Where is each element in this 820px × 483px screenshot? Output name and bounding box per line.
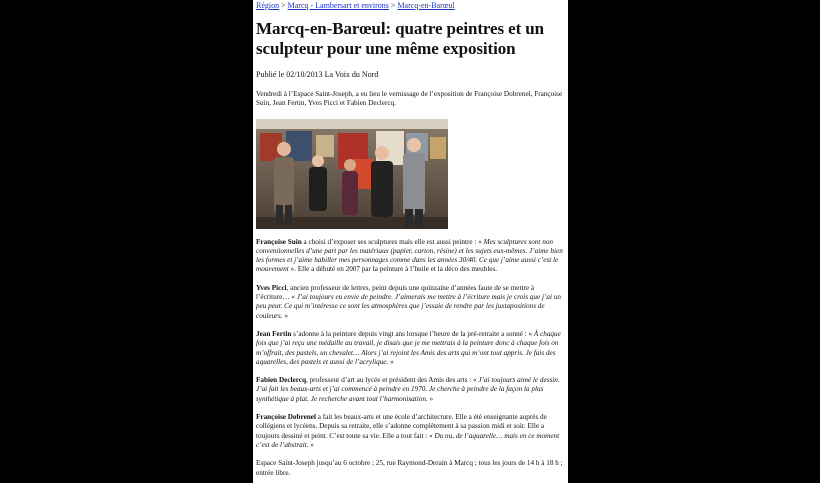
publication-line: Publié le 02/10/2013 La Voix du Nord: [256, 70, 379, 79]
artist-quote: Du nu, de l’aquarelle… mais en ce moment c’est de l’abstrait.: [256, 431, 560, 449]
section-text: [256, 413, 567, 450]
section-lead: , ancien professeur de lettres, peint depuis une quinzaine d’années faute de se mettre à l’écriture… «: [256, 283, 535, 302]
section-text: [256, 376, 567, 404]
artist-name: Yves Picci: [256, 283, 287, 292]
exhibition-info: Espace Saint-Joseph jusqu’au 6 octobre ; 25, rue Raymond-Derain à Marcq ; tous les jours de 14 h à 18 h ; entrée libre.: [256, 459, 563, 477]
section-francoise-dobrenel: [256, 413, 567, 450]
exhibition-photo: [256, 119, 448, 229]
section-lead: a fait les beaux-arts et une école d’architecture. Elle a été enseignante auprès de collégiens et lycéens. Depuis sa retraite, elle s’adonne complètement à sa passion midi et soir. Elle a toujours dessiné et peint. C’est toute sa vie. Elle a tout fait : «: [256, 413, 547, 440]
group-photo-image: [256, 119, 448, 229]
section-text: [256, 284, 567, 321]
breadcrumb-link-marcq-en-baroeul[interactable]: Marcq-en-Barœul: [397, 1, 455, 10]
artist-name: Jean Fertin: [256, 329, 292, 338]
section-jean-fertin: [256, 330, 567, 367]
artist-quote: J’ai toujours aimé le dessin. J’ai fait les beaux-arts et j’ai commencé à peindre en 1970. Je cherche à peindre de la façon la plus synthétique à plat. Je recherche avant tout l’harmonisation.: [256, 376, 560, 403]
section-lead: s’adonne à la peinture depuis vingt ans lorsque l’heure de la pré-retraite a sonné : «: [291, 329, 534, 338]
artist-name: Françoise Dobrenel: [256, 413, 316, 422]
section-tail: »: [308, 440, 314, 449]
breadcrumb-link-region[interactable]: Région: [256, 1, 280, 10]
article-page: [253, 0, 568, 483]
section-yves-picci: [256, 284, 567, 321]
section-tail: »: [427, 394, 434, 403]
section-text: [256, 238, 567, 275]
breadcrumb: [256, 1, 567, 11]
article-intro: Vendredi à l’Espace Saint-Joseph, a eu lieu le vernissage de l’exposition de Françoise Dobrenel, Françoise Suin, Jean Fertin, Yves Picci et Fabien Declercq.: [256, 90, 563, 108]
section-tail: »: [282, 311, 288, 320]
breadcrumb-separator: >: [281, 1, 286, 10]
breadcrumb-link-marcq-lambersart[interactable]: Marcq - Lambersart et environs: [287, 1, 389, 10]
section-text: [256, 330, 567, 367]
article-content: [256, 0, 567, 478]
section-francoise-suin: [256, 238, 567, 275]
section-tail: ». Elle a débuté en 2007 par la peinture à l’huile et la déco des meubles.: [288, 265, 498, 274]
artist-quote: Mes sculptures sont non conventionnelles d’une part par les matériaux (papier, carton, résine) et les sujets eux-mêmes. J’aime bien les formes et j’aime habiller mes personnages comme dans les années 30/40. Ce que j’aime aussi c’est le mouvement: [256, 237, 563, 274]
article-title: Marcq-en-Barœul: quatre peintres et un sculpteur pour une même exposition: [256, 19, 545, 58]
section-lead: , professeur d’art au lycée et président des Amis des arts : «: [305, 376, 479, 385]
artist-name: Françoise Suin: [256, 237, 302, 246]
breadcrumb-separator: >: [390, 1, 396, 10]
section-fabien-declercq: [256, 376, 567, 404]
section-lead: a choisi d’exposer ses sculptures mais elle est aussi peintre : «: [301, 237, 484, 246]
artist-name: Fabien Declercq: [256, 376, 306, 385]
artist-quote: J’ai toujours eu envie de peindre. J’aimerais me mettre à l’écriture mais je crois que j’ai un peu peur. Ce qui m’intéresse ce sont les atmosphères que j’essaie de rendre par les juxtapositions de couleurs.: [256, 293, 561, 320]
section-tail: »: [388, 357, 394, 366]
artist-quote: À chaque fois que j’ai reçu une médaille au travail, je disais que je me mettrais à la peinture donc à chaque fois on m’offrait, des pastels, un chevalet… Alors j’ai rejoint les Amis des arts qui m’ont tout appris. Je fais des aquarelles, des pastels et aussi de l’acrylique.: [256, 329, 561, 366]
